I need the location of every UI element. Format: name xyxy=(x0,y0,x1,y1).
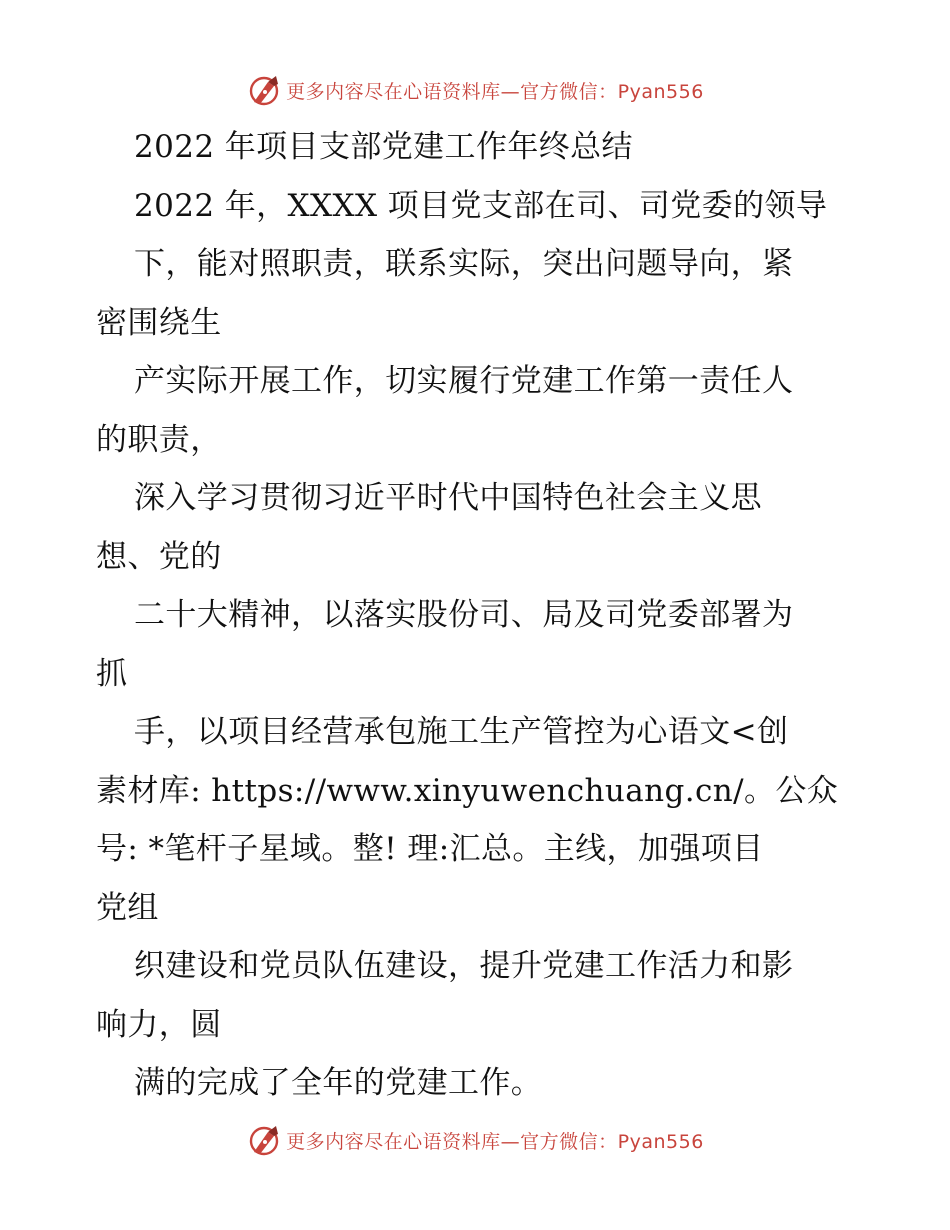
pen-nib-logo-icon xyxy=(246,72,282,108)
text-line: 号: *笔杆子星域。整! 理:汇总。主线，加强项目 xyxy=(96,831,764,867)
header-watermark xyxy=(0,70,950,110)
text-line: 密围绕生 xyxy=(96,304,222,341)
text-line: 二十大精神，以落实股份司、局及司党委部署为 xyxy=(134,597,794,633)
text-line: 响力，圆 xyxy=(96,1006,222,1043)
document-body xyxy=(96,118,856,1113)
text-line: 产实际开展工作，切实履行党建工作第一责任人 xyxy=(134,363,794,399)
text-line: 党组 xyxy=(96,889,159,926)
text-line: 想、党的 xyxy=(96,538,222,575)
text-line: 下，能对照职责，联系实际，突出问题导向，紧 xyxy=(134,246,794,282)
text-line: 手，以项目经营承包施工生产管控为心语文<创 xyxy=(134,714,789,750)
text-line: 素材库: https://www.xinyuwenchuang.cn/。公众 xyxy=(96,772,839,809)
text-line: 的职责， xyxy=(96,421,222,458)
watermark-text: 更多内容尽在心语资料库—官方微信：Pyan556 xyxy=(286,80,704,103)
footer-watermark xyxy=(0,1120,950,1160)
watermark-text: 更多内容尽在心语资料库—官方微信：Pyan556 xyxy=(286,1130,704,1153)
pen-nib-logo-icon xyxy=(246,1122,282,1158)
text-line: 2022 年，XXXX 项目党支部在司、司党委的领导 xyxy=(134,187,828,224)
text-line: 2022 年项目支部党建工作年终总结 xyxy=(134,129,633,165)
text-line: 抓 xyxy=(96,655,128,692)
text-line: 满的完成了全年的党建工作。 xyxy=(134,1065,543,1101)
text-line: 深入学习贯彻习近平时代中国特色社会主义思 xyxy=(134,480,762,516)
text-line: 织建设和党员队伍建设，提升党建工作活力和影 xyxy=(134,948,794,984)
